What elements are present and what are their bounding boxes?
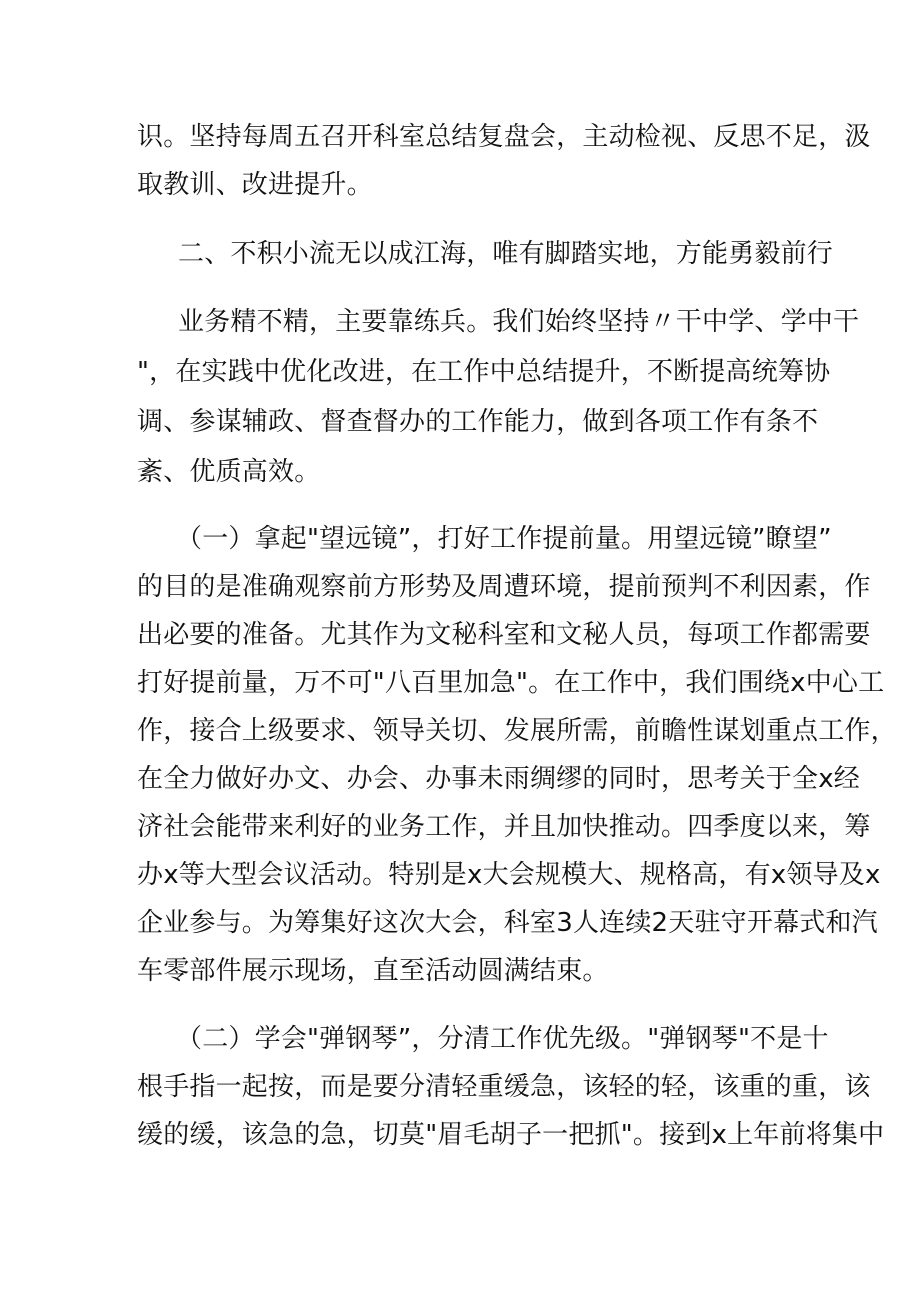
text-line: 打好提前量，万不可"八百里加急"。在工作中，我们围绕x中心工	[137, 668, 885, 698]
text-line: 的目的是准确观察前方形势及周遭环境，提前预判不利因素，作	[137, 572, 871, 602]
text-line: 在全力做好办文、办会、办事未雨绸缪的同时，思考关于全x经	[137, 764, 860, 794]
text-line: 紊、优质高效。	[137, 457, 321, 487]
text-line: 取教训、改进提升。	[137, 170, 373, 200]
text-line: 根手指一起按，而是要分清轻重缓急，该轻的轻，该重的重，该	[137, 1072, 871, 1102]
text-line: 济社会能带来利好的业务工作，并且加快推动。四季度以来，筹	[137, 812, 871, 842]
text-line: 缓的缓，该急的急，切莫"眉毛胡子一把抓"。接到x上年前将集中	[137, 1120, 885, 1150]
section-heading: 二、不积小流无以成江海，唯有脚踏实地，方能勇毅前行	[178, 239, 834, 269]
text-line: 企业参与。为筹集好这次大会，科室3人连续2天驻守开幕式和汽	[137, 908, 878, 938]
text-line: "，在实践中优化改进，在工作中总结提升，不断提高统筹协	[137, 357, 831, 387]
text-line: 出必要的准备。尤其作为文秘科室和文秘人员，每项工作都需要	[137, 620, 871, 650]
text-line: 作，接合上级要求、领导关切、发展所需，前瞻性谋划重点工作，	[137, 716, 897, 746]
text-line: 业务精不精，主要靠练兵。我们始终坚持〃干中学、学中干	[178, 307, 860, 337]
text-line: （一）拿起"望远镜”，打好工作提前量。用望远镜”瞭望”	[176, 524, 832, 554]
text-line: 识。坚持每周五召开科室总结复盘会，主动检视、反思不足，汲	[137, 122, 871, 152]
text-line: 办x等大型会议活动。特别是x大会规模大、规格高，有x领导及x	[137, 860, 881, 890]
text-line: （二）学会"弹钢琴”，分清工作优先级。"弹钢琴"不是十	[176, 1024, 829, 1054]
text-line: 调、参谋辅政、督查督办的工作能力，做到各项工作有条不	[137, 407, 819, 437]
text-line: 车零部件展示现场，直至活动圆满结束。	[137, 956, 609, 986]
